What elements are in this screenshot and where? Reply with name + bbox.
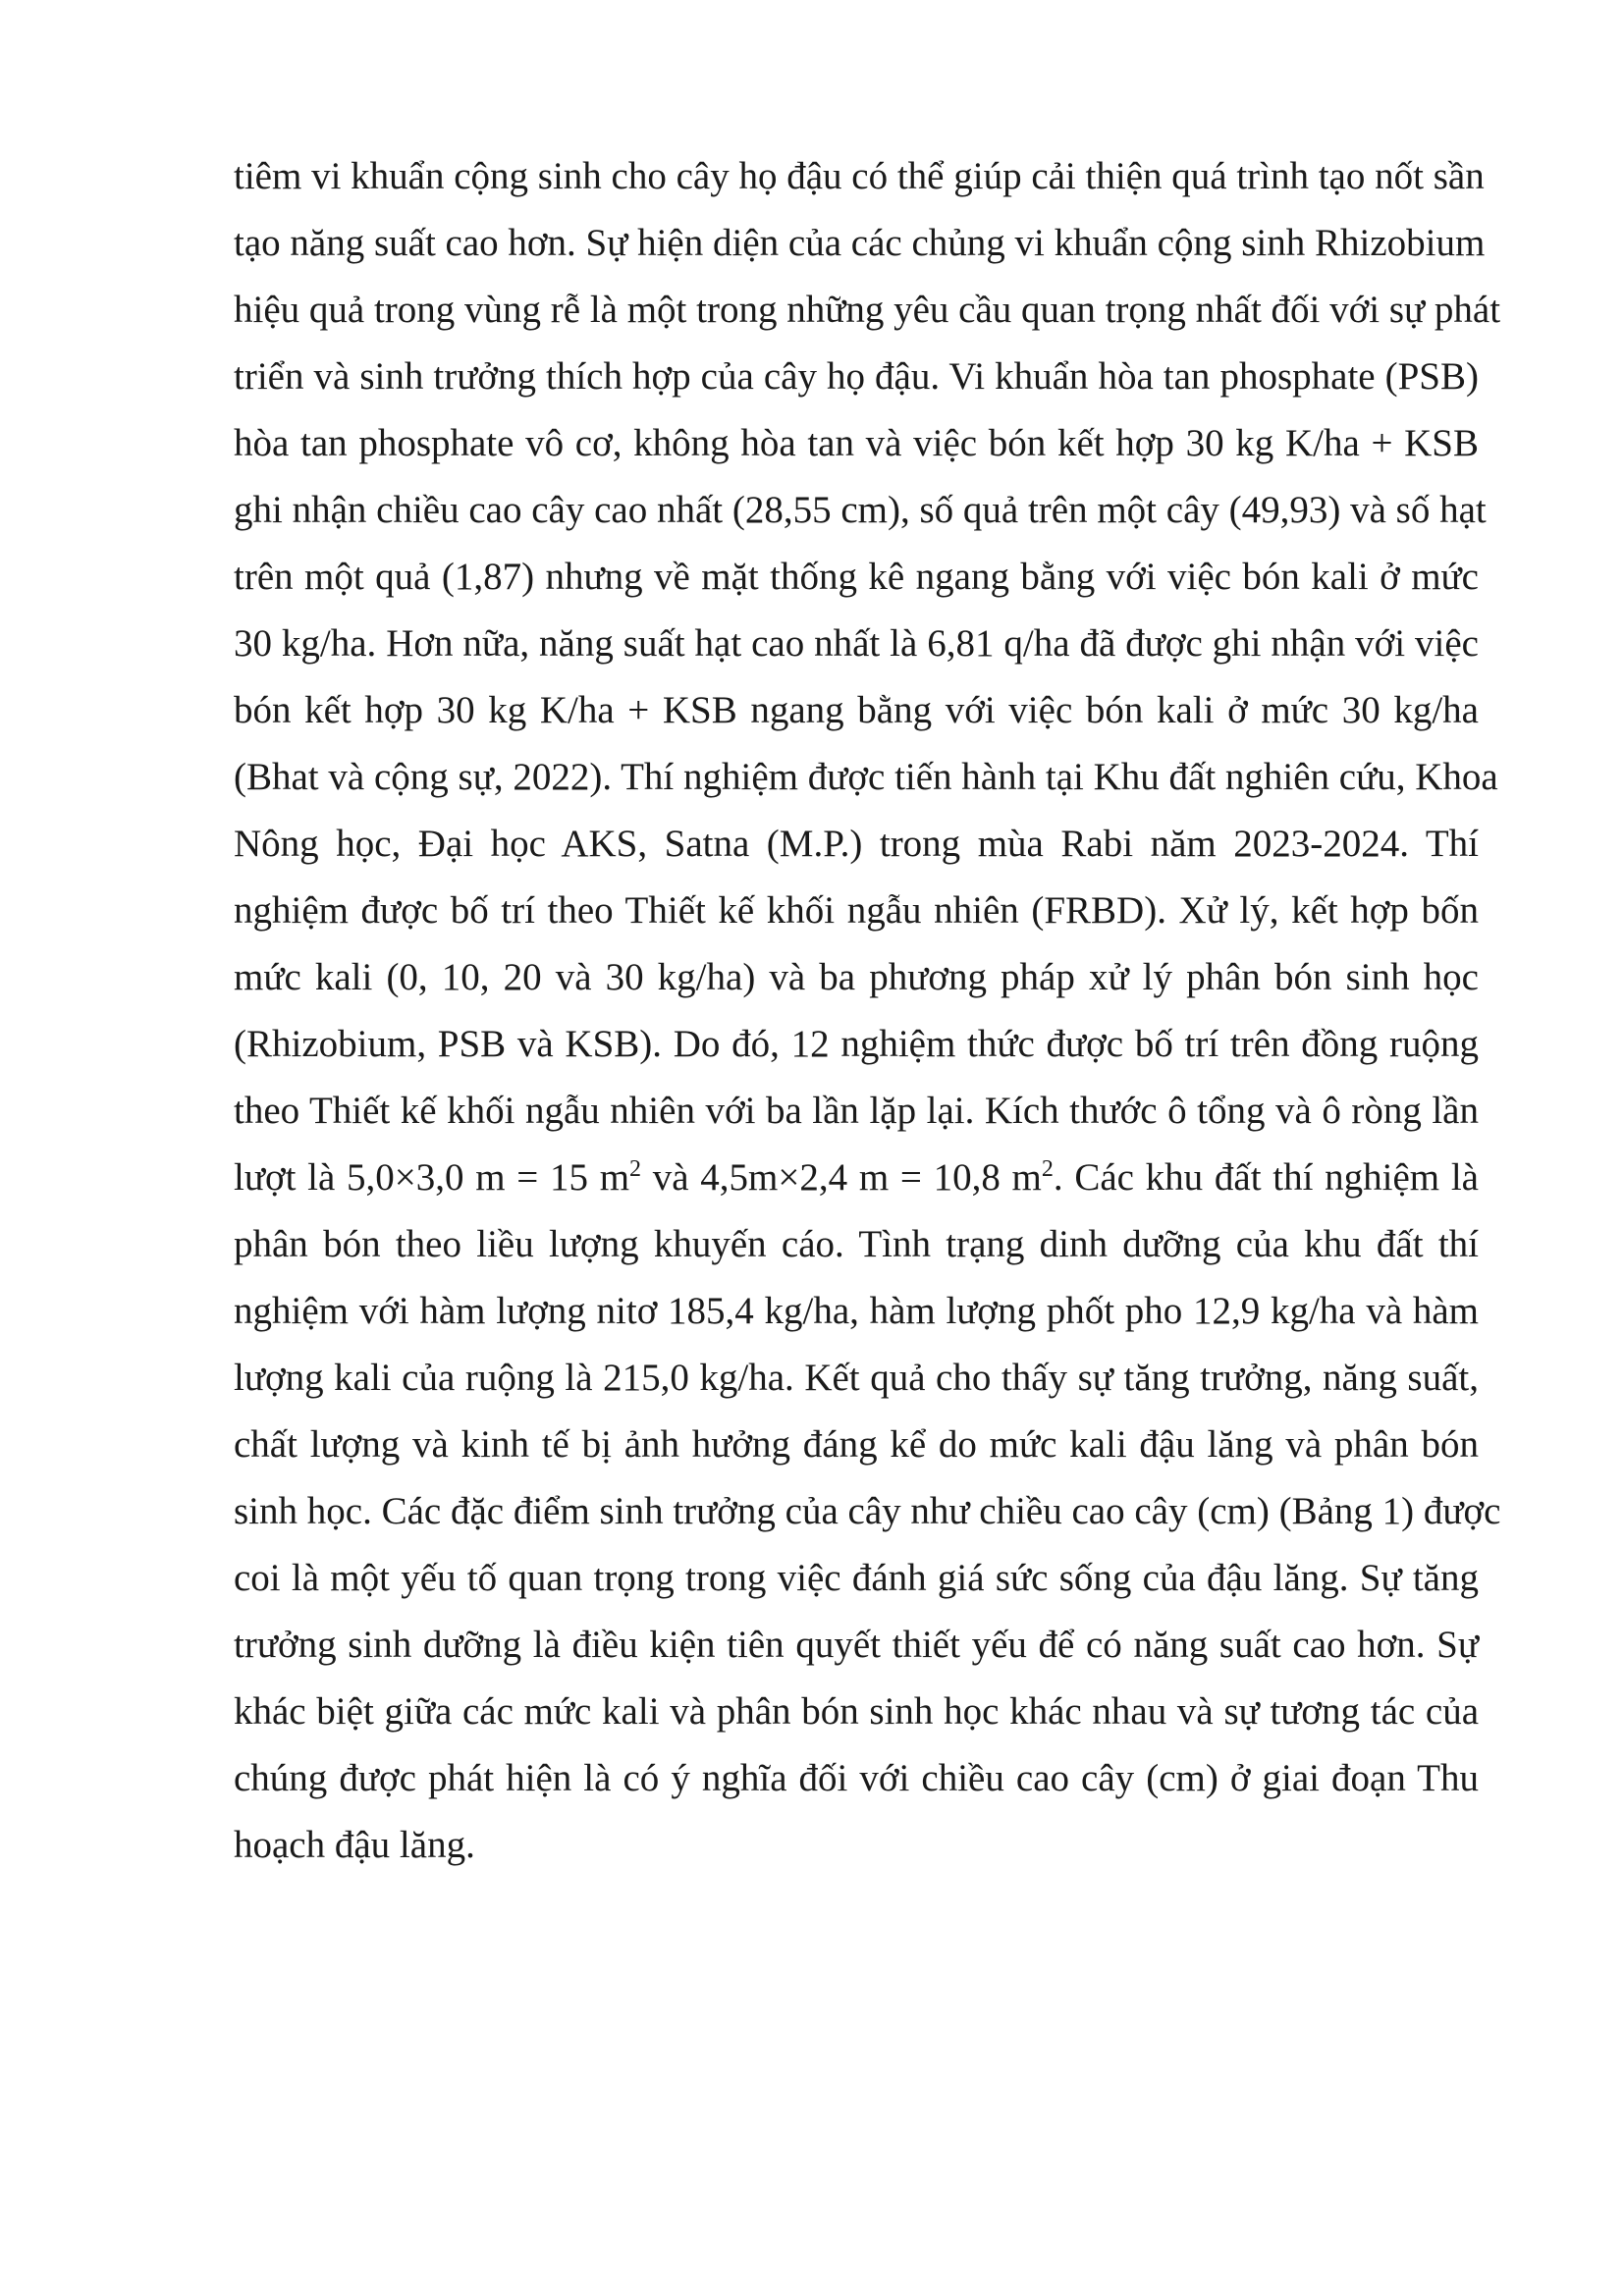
paragraph-line: Nông học, Đại học AKS, Satna (M.P.) trong mùa Rabi năm 2023-2024. Thí xyxy=(234,823,1479,865)
paragraph-line: trưởng sinh dưỡng là điều kiện tiên quyết thiết yếu để có năng suất cao hơn. Sự xyxy=(234,1624,1479,1666)
paragraph-line: phân bón theo liều lượng khuyến cáo. Tình trạng dinh dưỡng của khu đất thí xyxy=(234,1223,1479,1265)
paragraph-line: trên một quả (1,87) nhưng về mặt thống kê ngang bằng với việc bón kali ở mức xyxy=(234,556,1479,598)
paragraph-line: triển và sinh trưởng thích hợp của cây họ đậu. Vi khuẩn hòa tan phosphate (PSB) xyxy=(234,355,1479,398)
paragraph-last-line: hoạch đậu lăng. xyxy=(234,1824,475,1866)
paragraph-line: coi là một yếu tố quan trọng trong việc đánh giá sức sống của đậu lăng. Sự tăng xyxy=(234,1557,1479,1599)
paragraph-line: nghiệm với hàm lượng nitơ 185,4 kg/ha, hàm lượng phốt pho 12,9 kg/ha và hàm xyxy=(234,1290,1479,1332)
paragraph-line: chất lượng và kinh tế bị ảnh hưởng đáng kể do mức kali đậu lăng và phân bón xyxy=(234,1423,1479,1466)
line-segment: và 4,5m×2,4 m = 10,8 m xyxy=(641,1156,1042,1199)
superscript-exponent: 2 xyxy=(1041,1156,1054,1182)
paragraph-line: tạo năng suất cao hơn. Sự hiện diện của các chủng vi khuẩn cộng sinh Rhizobium xyxy=(234,222,1486,264)
paragraph-line: ghi nhận chiều cao cây cao nhất (28,55 cm), số quả trên một cây (49,93) và số hạt xyxy=(234,489,1487,531)
paragraph-line: nghiệm được bố trí theo Thiết kế khối ngẫu nhiên (FRBD). Xử lý, kết hợp bốn xyxy=(234,889,1479,932)
paragraph-line: (Rhizobium, PSB và KSB). Do đó, 12 nghiệm thức được bố trí trên đồng ruộng xyxy=(234,1023,1479,1065)
line-segment: . Các khu đất thí nghiệm là xyxy=(1053,1156,1479,1199)
paragraph-line: bón kết hợp 30 kg K/ha + KSB ngang bằng với việc bón kali ở mức 30 kg/ha xyxy=(234,689,1479,731)
paragraph-line: lượng kali của ruộng là 215,0 kg/ha. Kết quả cho thấy sự tăng trưởng, năng suất, xyxy=(234,1357,1479,1399)
paragraph-line: mức kali (0, 10, 20 và 30 kg/ha) và ba phương pháp xử lý phân bón sinh học xyxy=(234,956,1479,998)
paragraph-line: (Bhat và cộng sự, 2022). Thí nghiệm được tiến hành tại Khu đất nghiên cứu, Khoa xyxy=(234,756,1498,798)
paragraph-line: chúng được phát hiện là có ý nghĩa đối với chiều cao cây (cm) ở giai đoạn Thu xyxy=(234,1757,1479,1799)
paragraph-line: sinh học. Các đặc điểm sinh trưởng của cây như chiều cao cây (cm) (Bảng 1) được xyxy=(234,1490,1501,1532)
line-segment: lượt là 5,0×3,0 m = 15 m xyxy=(234,1156,630,1199)
body-paragraph xyxy=(234,143,1501,1879)
paragraph-line: tiêm vi khuẩn cộng sinh cho cây họ đậu có thể giúp cải thiện quá trình tạo nốt sần xyxy=(234,155,1485,197)
paragraph-line-with-superscripts xyxy=(234,1145,1479,1211)
superscript-exponent: 2 xyxy=(629,1156,642,1182)
paragraph-line: hòa tan phosphate vô cơ, không hòa tan và việc bón kết hợp 30 kg K/ha + KSB xyxy=(234,422,1479,464)
paragraph-line: hiệu quả trong vùng rễ là một trong những yêu cầu quan trọng nhất đối với sự phát xyxy=(234,289,1501,331)
paragraph-line: khác biệt giữa các mức kali và phân bón sinh học khác nhau và sự tương tác của xyxy=(234,1690,1479,1733)
paragraph-line: 30 kg/ha. Hơn nữa, năng suất hạt cao nhất là 6,81 q/ha đã được ghi nhận với việc xyxy=(234,622,1479,665)
paragraph-line: theo Thiết kế khối ngẫu nhiên với ba lần lặp lại. Kích thước ô tổng và ô ròng lần xyxy=(234,1090,1479,1132)
